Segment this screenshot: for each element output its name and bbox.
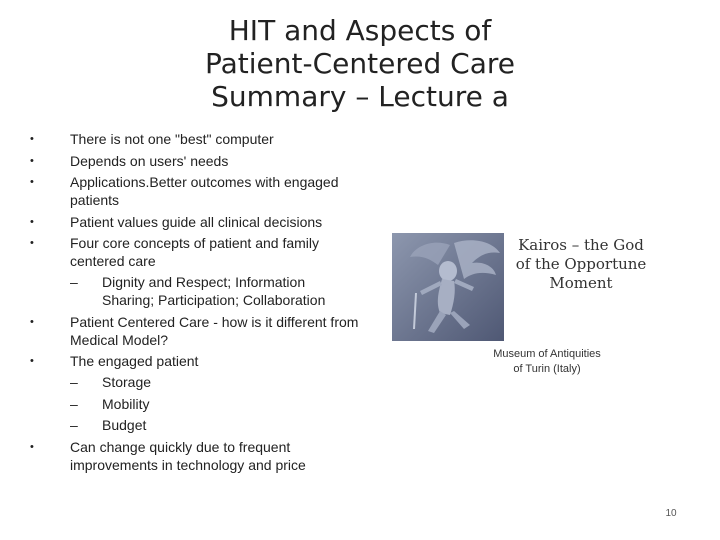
sub-item — [70, 416, 360, 434]
sub-item — [70, 373, 360, 391]
title-line: HIT and Aspects of — [228, 14, 492, 47]
sub-item-text: Storage — [102, 374, 152, 390]
bullet-marker: • — [30, 315, 34, 328]
bullet-item — [30, 438, 360, 474]
bullet-text: Depends on users' needs — [70, 152, 229, 169]
bullet-text: Patient values guide all clinical decisions — [70, 213, 323, 230]
bullet-marker: • — [30, 355, 34, 367]
dash-marker: – — [70, 374, 78, 390]
sub-item — [70, 273, 360, 309]
bullet-text: Four core concepts of patient and family centered care — [70, 235, 320, 269]
bullet-text: Applications.Better outcomes with engaged patients — [70, 174, 339, 208]
bullet-text: Can change quickly due to frequent improvements in technology and price — [70, 438, 306, 473]
kairos-label-line: Moment — [549, 274, 613, 292]
caption-line: of Turin (Italy) — [513, 363, 581, 375]
bullet-marker: • — [30, 133, 34, 145]
title-line: Patient-Centered Care — [205, 47, 515, 80]
bullet-text: The engaged patient — [70, 353, 199, 369]
bullet-marker: • — [30, 176, 34, 188]
sub-item — [70, 395, 360, 413]
bullet-marker: • — [30, 215, 34, 228]
bullet-marker: • — [30, 154, 34, 167]
dash-marker: – — [70, 417, 78, 433]
bullet-item — [30, 234, 360, 309]
bullet-text: There is not one "best" computer — [70, 131, 274, 147]
title-line: Summary – Lecture a — [211, 80, 509, 113]
dash-marker: – — [70, 395, 78, 412]
slide-title — [150, 14, 570, 113]
sub-item-text: Budget — [102, 417, 147, 433]
bullet-item — [30, 352, 360, 434]
bullet-item — [30, 130, 360, 148]
kairos-relief-drawing — [392, 233, 504, 341]
caption-line: Museum of Antiquities — [493, 348, 601, 360]
dash-marker: – — [70, 274, 78, 290]
bullet-marker: • — [30, 237, 34, 249]
sub-list — [70, 373, 360, 434]
kairos-figure — [392, 230, 654, 380]
bullet-item — [30, 313, 360, 349]
bullet-text: Patient Centered Care - how is it different from Medical Model? — [70, 313, 359, 348]
sub-item-text: Mobility — [102, 395, 150, 412]
bullet-marker: • — [30, 440, 34, 453]
bullet-item — [30, 173, 360, 209]
bullet-list — [30, 130, 360, 477]
page-number: 10 — [665, 508, 677, 519]
sub-item-text: Dignity and Respect; Information Sharing; Participation; Collaboration — [102, 274, 326, 308]
sub-list — [70, 273, 360, 309]
museum-caption — [482, 347, 612, 377]
bullet-item — [30, 213, 360, 231]
bullet-item — [30, 152, 360, 170]
kairos-label — [506, 236, 656, 293]
kairos-label-line: of the Opportune — [515, 255, 647, 273]
kairos-relief-image — [392, 233, 504, 341]
kairos-label-line: Kairos – the God — [518, 236, 644, 254]
